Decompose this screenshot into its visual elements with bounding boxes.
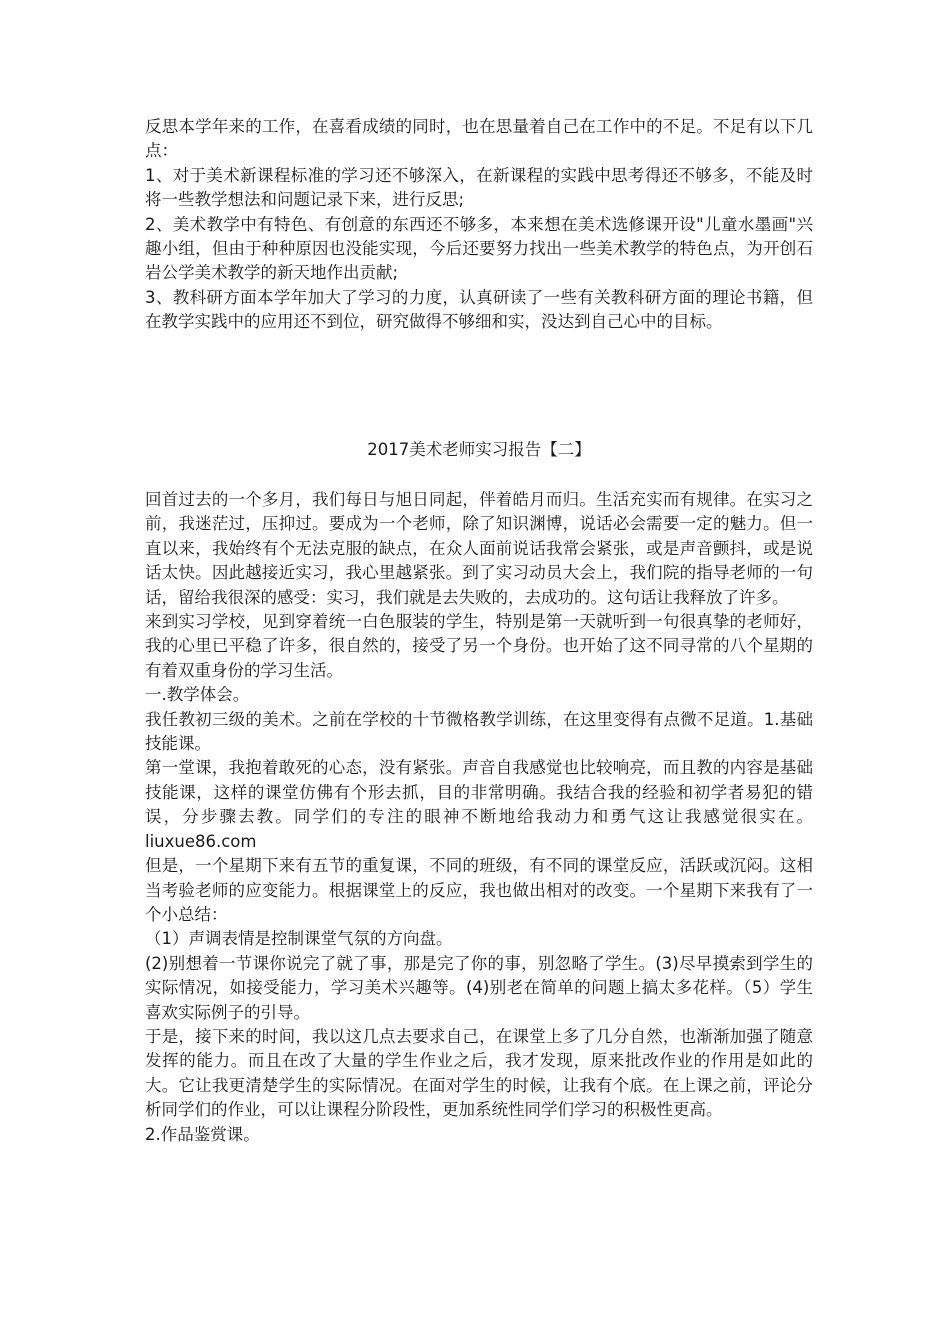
paragraph: 反思本学年来的工作，在喜看成绩的同时，也在思量着自己在工作中的不足。不足有以下几点： <box>145 117 813 161</box>
paragraph: 来到实习学校，见到穿着统一白色服装的学生，特别是第一天就听到一句很真挚的老师好，我的心里已平稳了许多，很自然的，接受了另一个身份。也开始了这不同寻常的八个星期的有着双重身份的学习生活。 <box>145 612 813 680</box>
paragraph: 2、美术教学中有特色、有创意的东西还不够多，本来想在美术选修课开设"儿童水墨画"兴趣小组，但由于种种原因也没能实现，今后还要努力找出一些美术教学的特色点，为开创石岩公学美术教学的新天地作出贡献; <box>145 214 813 283</box>
paragraph: 我任教初三级的美术。之前在学校的十节微格教学训练，在这里变得有点微不足道。1.基础技能课。 <box>145 709 813 754</box>
paragraph: 第一堂课，我抱着敢死的心态，没有紧张。声音自我感觉也比较响亮，而且教的内容是基础技能课，这样的课堂仿佛有个形去抓，目的非常明确。我结合我的经验和初学者易犯的错误，分步骤去教。同学们的专注的眼神不断地给我动力和勇气这让我感觉很实在。liuxue86.com <box>145 758 813 851</box>
paragraph: 1、对于美术新课程标准的学习还不够深入，在新课程的实践中思考得还不够多，不能及时将一些教学想法和问题记录下来，进行反思; <box>145 165 813 210</box>
paragraph: 2.作品鉴赏课。 <box>145 1124 260 1144</box>
reflection-section <box>145 115 813 335</box>
paragraph: 于是，接下来的时间，我以这几点去要求自己，在课堂上多了几分自然，也渐渐加强了随意发挥的能力。而且在改了大量的学生作业之后，我才发现，原来批改作业的作用是如此的大。它让我更清楚学生的实际情况。在面对学生的时候，让我有个底。在上课之前，评论分析同学们的作业，可以让课程分阶段性，更加系统性同学们学习的积极性更高。 <box>145 1026 813 1120</box>
paragraph: (2)别想着一节课你说完了就了事，那是完了你的事，别忽略了学生。(3)尽早摸索到学生的实际情况，如接受能力，学习美术兴趣等。(4)别老在简单的问题上搞太多花样。（5）学生喜欢实际例子的引导。 <box>145 953 813 1022</box>
section-title: 2017美术老师实习报告【二】 <box>367 440 591 459</box>
paragraph: 一.教学体会。 <box>145 685 250 705</box>
report-section <box>145 488 813 1147</box>
paragraph: 但是，一个星期下来有五节的重复课，不同的班级，有不同的课堂反应，活跃或沉闷。这相当考验老师的应变能力。根据课堂上的反应，我也做出相对的改变。一个星期下来我有了一个小总结： <box>145 856 813 924</box>
paragraph: （1）声调表情是控制课堂气氛的方向盘。 <box>145 929 453 949</box>
paragraph: 回首过去的一个多月，我们每日与旭日同起，伴着皓月而归。生活充实而有规律。在实习之前，我迷茫过，压抑过。要成为一个老师，除了知识渊博，说话必会需要一定的魅力。但一直以来，我始终有个无法克服的缺点，在众人面前说话我常会紧张，或是声音颤抖，或是说话太快。因此越接近实习，我心里越紧张。到了实习动员大会上，我们院的指导老师的一句话，留给我很深的感受：实习，我们就是去失败的，去成功的。这句话让我释放了许多。 <box>145 490 813 607</box>
paragraph: 3、教科研方面本学年加大了学习的力度，认真研读了一些有关教科研方面的理论书籍，但在教学实践中的应用还不到位，研究做得不够细和实，没达到自己心中的目标。 <box>145 287 813 332</box>
